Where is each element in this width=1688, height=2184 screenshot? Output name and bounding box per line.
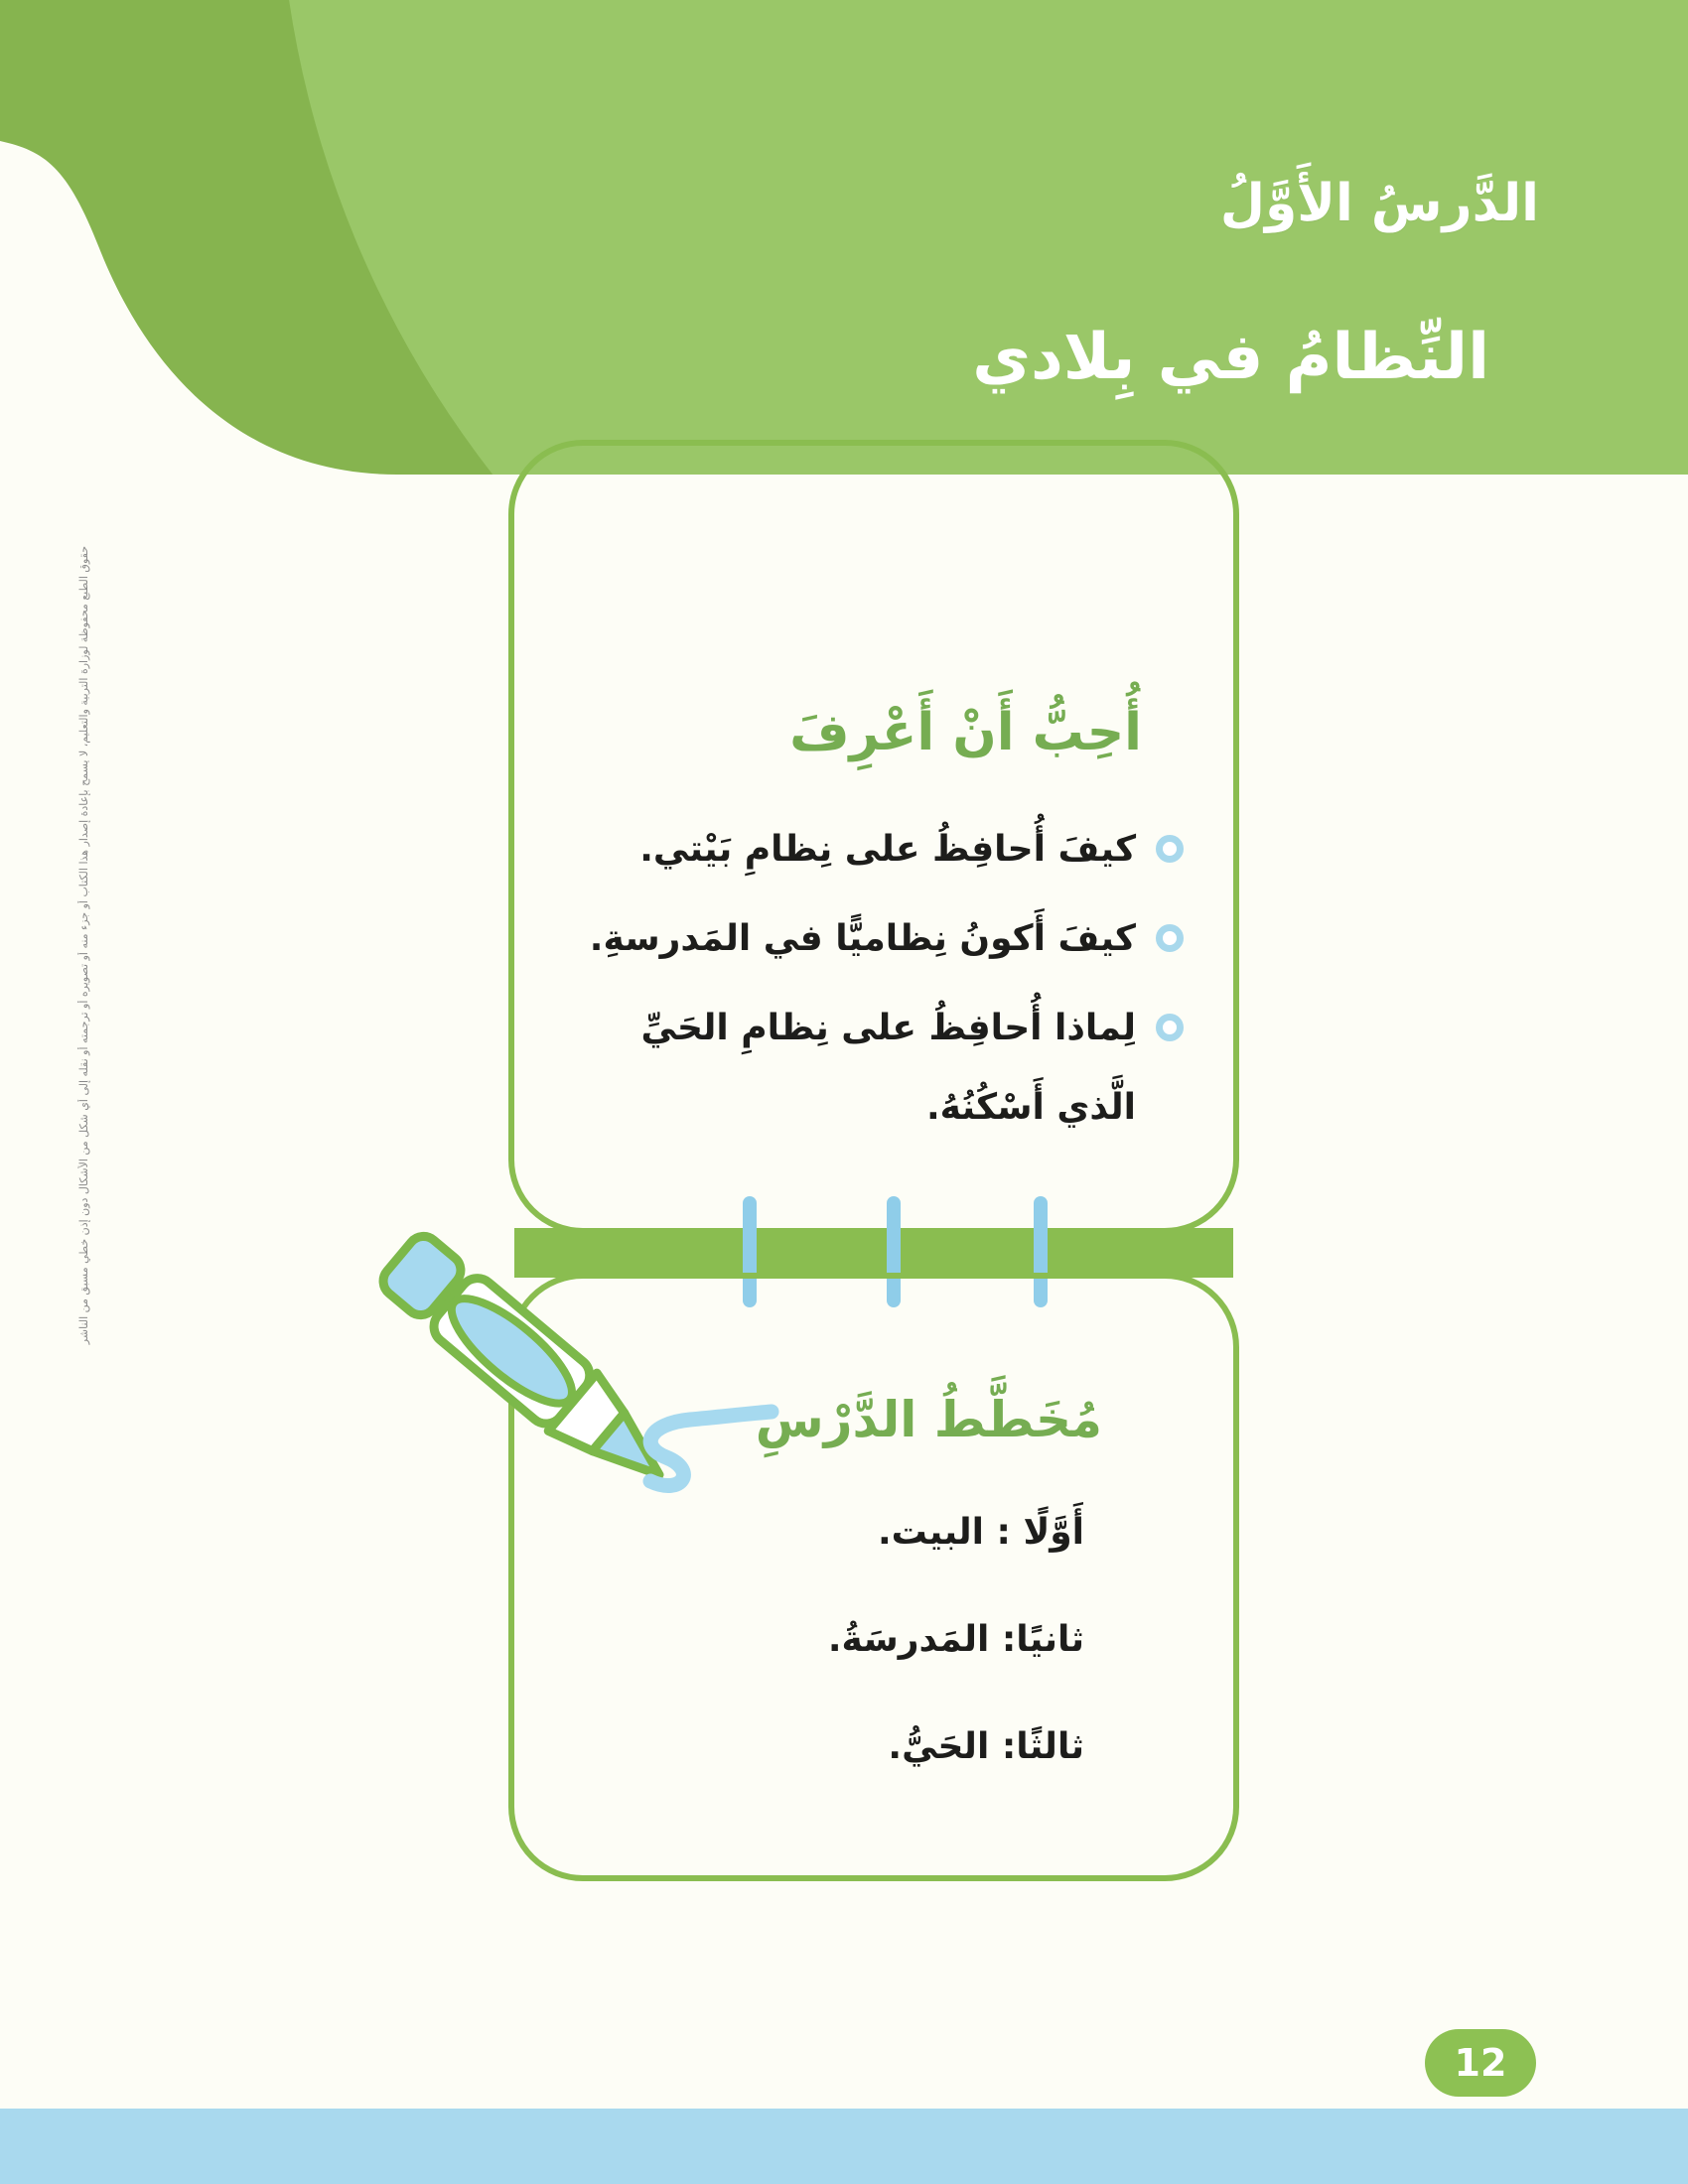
crayon-icon	[352, 1196, 799, 1524]
page-number-badge: 12	[1425, 2029, 1536, 2097]
bullet-text: لِماذا أُحافِظُ على نِظامِ الحَيِّ الَّذي أَسْكُنُهُ.	[640, 1008, 1136, 1128]
bullet-ring-icon	[1156, 1014, 1184, 1041]
bullet-ring-icon	[1156, 924, 1184, 952]
list-item	[554, 899, 1184, 979]
list-item: ثالثًا: الحَيُّ.	[888, 1726, 1084, 1767]
bullet-text: كيفَ أَكونُ نِظاميًّا في المَدرسةِ.	[589, 918, 1136, 959]
i-like-to-know-box	[508, 440, 1239, 1234]
lesson-number-label: الدَّرسُ الأَوَّلُ	[1219, 174, 1539, 233]
bullet-text: كيفَ أُحافِظُ على نِظامِ بَيْتي.	[639, 829, 1136, 870]
lesson-plan-list	[554, 1507, 1084, 1773]
plan-box-heading: مُخَطَّطُ الدَّرْسِ	[755, 1391, 1102, 1448]
list-item: ثانيًا: المَدرسَةُ.	[827, 1619, 1084, 1660]
copyright-sidebar-text: حقوق الطبع محفوظة لوزارة التربية والتعليم، لا يسمح بإعادة إصدار هذا الكتاب أو جزء منه أو تصويره أو ترجمته أو نقله إلى أي شكل من الأشكال دون إذن خطي مسبق من الناشر	[77, 546, 90, 1345]
list-item: أَوَّلًا : البيت.	[877, 1512, 1084, 1553]
bullet-ring-icon	[1156, 835, 1184, 863]
lesson-title: النِّظامُ في بِلادي	[972, 321, 1489, 394]
know-box-bullet-list	[554, 810, 1184, 1148]
list-item	[554, 810, 1184, 889]
know-box-heading: أُحِبُّ أَنْ أَعْرِفَ	[789, 703, 1142, 762]
list-item	[554, 989, 1184, 1148]
header-banner	[0, 0, 1688, 475]
footer-bar	[0, 2109, 1688, 2184]
